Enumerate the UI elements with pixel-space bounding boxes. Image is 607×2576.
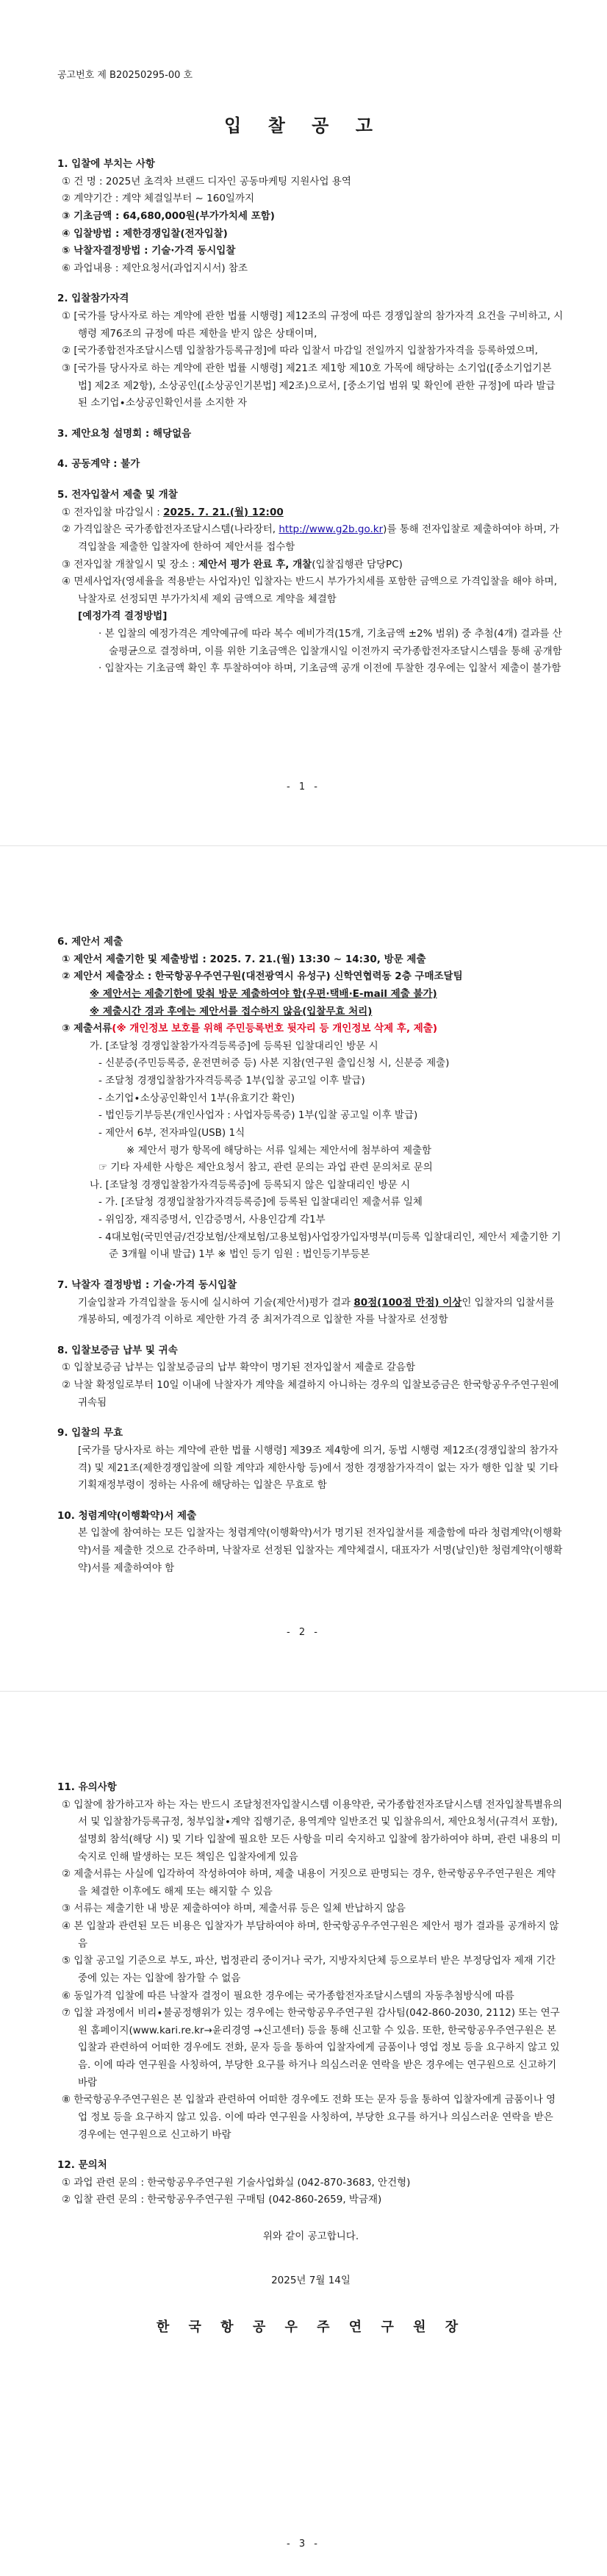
s12-item: ① 과업 관련 문의 : 한국항공우주연구원 기술사업화실 (042-870-3683, 안건형): [62, 2176, 411, 2189]
section-3-heading: 3. 제안요청 설명회 : 해당없음: [57, 427, 192, 440]
s2-item: ③ [국가를 당사자로 하는 계약에 관한 법률 시행령] 제21조 제1항 제10호 가목에 해당하는 소기업([중소기업기본법] 제2조 제2항), 소상공인([소상공인기본법] 제2조)으로서, [중소기업 범위 및 확인에 관한 규정]에 따라 발급된 소기업∙소상공인확인서를 소지한 자: [62, 362, 556, 409]
page-1: [0, 0, 607, 845]
s11-item: ⑤ 입찰 공고일 기준으로 부도, 파산, 법정관리 중이거나 국가, 지방자치단체 등으로부터 받은 부정당업자 제재 기간 중에 있는 자는 입찰에 참가할 수 없음: [62, 1955, 556, 1984]
s8-item: ① 입찰보증금 납부는 입찰보증금의 납부 확약이 명기된 전자입찰서 제출로 갈음함: [62, 1362, 416, 1374]
g2b-link[interactable]: http://www.g2b.go.kr: [279, 523, 384, 536]
s1-item: ④ 입찰방법 : 제한경쟁입찰(전자입찰): [62, 227, 228, 240]
page-title: 입 찰 공 고: [224, 115, 383, 136]
s6-note: ※ 제안서는 제출기한에 맞춰 방문 제출하여야 함(우편∙택배∙E-mail 제출 불가): [90, 987, 437, 1000]
s7-threshold: 80점(100점 만점) 이상: [353, 1296, 462, 1309]
s7-body-pre: 기술입찰과 가격입찰을 동시에 실시하여 기술(제안서)평가 결과: [78, 1296, 354, 1309]
s11-item: ⑥ 동일가격 입찰에 따른 낙찰자 결정이 필요한 경우에는 국가종합전자조달시스템의 자동추첨방식에 따름: [62, 1989, 514, 2002]
s6-ga-doc: - 소기업∙소상공인확인서 1부(유효기간 확인): [98, 1092, 295, 1104]
s7-body: [57, 1295, 564, 1329]
s7-body-post: 인 입찰자의 입찰서를 개봉하되, 예정가격 이하로 제안한 가격 중 최저가격으로 입찰한 자를 낙찰자로 선정함: [78, 1296, 555, 1326]
s1-item: ③ 기초금액 : 64,680,000원(부가가치세 포함): [62, 210, 275, 222]
s11-item: ① 입찰에 참가하고자 하는 자는 반드시 조달청전자입찰시스템 이용약관, 국가종합전자조달시스템 전자입찰특별유의서 및 입찰참가등록규정, 청부입찰∙계약 집행기준, 용역계약 일반조건 및 입찰유의서, 제안요청서(규격서 포함), 설명회 참석(해당 시) 및 기타 입찰에 필요한 모든 사항을 미리 숙지하고 입찰에 참가하여야 하며, 관련 내용의 미숙지로 인해 발생하는 모든 책임은 입찰자에게 있음: [62, 1798, 562, 1863]
section-5-heading: 5. 전자입찰서 제출 및 개찰: [57, 489, 178, 501]
s6-item-2: ② 제안서 제출장소 : 한국항공우주연구원(대전광역시 유성구) 신학연협력동 2층 구매조달팀: [62, 970, 463, 983]
s10-body: 본 입찰에 참여하는 모든 입찰자는 청렴계약(이행확약)서가 명기된 전자입찰서를 제출함에 따라 청렴계약(이행확약)서를 제출한 것으로 간주하며, 낙찰자로 선정된 입찰자는 계약체결시, 대표자가 서명(날인)한 청렴계약(이행확약)서를 제출하여야 함: [78, 1527, 563, 1574]
page-number: - 2 -: [287, 1627, 320, 1638]
s11-item: ③ 서류는 제출기한 내 방문 제출하여야 하며, 제출서류 등은 일체 반납하지 않음: [62, 1903, 406, 1915]
document-number: 공고번호 제 B20250295-00 호: [57, 70, 193, 81]
sections-1-5: [57, 156, 564, 678]
s6-ga-doc: - 신분증(주민등록증, 운전면허증 등) 사본 지참(연구원 출입신청 시, 신분증 제출): [98, 1057, 450, 1070]
s2-item: ② [국가종합전자조달시스템 입찰참가등록규정]에 따라 입찰서 마감일 전일까지 입찰참가자격을 등록하였으며,: [62, 345, 539, 357]
section-9-heading: 9. 입찰의 무효: [57, 1427, 123, 1439]
s11-item: ④ 본 입찰과 관련된 모든 비용은 입찰자가 부담하여야 하며, 한국항공우주연구원은 제안서 평가 결과를 공개하지 않음: [62, 1920, 559, 1950]
page-number: - 3 -: [287, 2539, 320, 2550]
s6-na-doc: - 가. [조달청 경쟁입찰참가자격등록증]에 등록된 입찰대리인 제출서류 일체: [98, 1196, 423, 1209]
sections-11-12: [57, 1779, 564, 2339]
section-8-heading: 8. 입찰보증금 납부 및 귀속: [57, 1344, 178, 1356]
s1-item: ② 계약기간 : 계약 체결일부터 ~ 160일까지: [62, 193, 255, 205]
issuer-signature: 한 국 항 공 우 주 연 구 원 장: [156, 2319, 466, 2336]
section-7-heading: 7. 낙찰자 결정방법 : 기술∙가격 동시입찰: [57, 1278, 237, 1291]
closing-text: 위와 같이 공고합니다.: [262, 2230, 359, 2242]
s1-item: ① 건 명 : 2025년 초격차 브랜드 디자인 공동마케팅 지원사업 용역: [62, 175, 351, 187]
section-6-heading: 6. 제안서 제출: [57, 936, 123, 948]
s5-item-3: [57, 557, 564, 574]
s2-item: ① [국가를 당사자로 하는 계약에 관한 법률 시행령] 제12조의 규정에 따른 경쟁입찰의 참가자격 요건을 구비하고, 시행령 제76조의 규정에 따른 제한을 받지 않은 상태이며,: [62, 310, 564, 340]
s6-na-doc: - 위임장, 재직증명서, 인감증명서, 사용인감계 각1부: [98, 1214, 326, 1226]
s6-note: ※ 제출시간 경과 후에는 제안서를 접수하지 않음(입찰무효 처리): [90, 1005, 373, 1017]
price-method-subheading: [예정가격 결정방법]: [78, 610, 168, 623]
page-number: - 1 -: [287, 781, 320, 793]
s6-na-heading: 나. [조달청 경쟁입찰참가자격등록증]에 등록되지 않은 입찰대리인 방문 시: [90, 1178, 411, 1191]
section-10-heading: 10. 청렴계약(이행확약)서 제출: [57, 1509, 197, 1522]
section-2-heading: 2. 입찰참가자격: [57, 293, 129, 305]
s6-ga-doc: - 법인등기부등본(개인사업자 : 사업자등록증) 1부(입찰 공고일 이후 발급): [98, 1109, 418, 1122]
page-3: [0, 1691, 607, 2576]
s11-item: ⑦ 입찰 과정에서 비리∙불공정행위가 있는 경우에는 한국항공우주연구원 감사팀(042-860-2030, 2112) 또는 연구원 홈페이지(www.kari.re.kr→윤리경영 →신고센터) 등을 통해 신고할 수 있음. 또한, 한국항공우주연구원은 본 입찰과 관련하여 어떠한 경우에도 전화, 문자 등을 통하여 입찰자에게 금품이나 영업 정보 등을 요구하지 않고 있음. 이에 따라 연구원을 사칭하여, 부당한 요구를 하거나 의심스러운 연락을 받은 경우에는 연구원으로 신고하기 바람: [62, 2007, 560, 2089]
s11-item: ⑧ 한국항공우주연구원은 본 입찰과 관련하여 어떠한 경우에도 전화 또는 문자 등을 통하여 입찰자에게 금품이나 영업 정보 등을 요구하지 않고 있음. 이에 따라 연구원을 사칭하여, 부당한 요구를 하거나 의심스러운 연락을 받은 경우에는 연구원으로 신고하기 바람: [62, 2094, 556, 2141]
s5-item-1-label: ① 전자입찰 마감일시 :: [62, 506, 164, 518]
section-1-heading: 1. 입찰에 부치는 사항: [57, 158, 155, 170]
section-12-heading: 12. 문의처: [57, 2159, 107, 2172]
s6-na-doc: - 4대보험(국민연금/건강보험/산재보험/고용보험)사업장가입자명부(미등록 입찰대리인, 제안서 제출기한 기준 3개월 이내 발급) 1부 ※ 법인 등기 임원 : 법인등기부등본: [98, 1231, 561, 1261]
s8-item: ② 낙찰 확정일로부터 10일 이내에 낙찰자가 계약을 체결하지 아니하는 경우의 입찰보증금은 한국항공우주연구원에 귀속됨: [62, 1379, 559, 1409]
s6-ga-heading: 가. [조달청 경쟁입찰참가자격등록증]에 등록된 입찰대리인 방문 시: [90, 1040, 378, 1052]
s6-ga-etc: ☞ 기타 자세한 사항은 제안요청서 참고, 관련 문의는 과업 관련 문의처로 문의: [98, 1162, 433, 1174]
s5-item-3-post: (입찰집행관 담당PC): [312, 558, 403, 570]
section-11-heading: 11. 유의사항: [57, 1781, 117, 1793]
s6-item-3-label: ③ 제출서류: [62, 1023, 112, 1035]
announcement-date: 2025년 7월 14일: [271, 2274, 351, 2286]
s6-item-1: ① 제안서 제출기한 및 제출방법 : 2025. 7. 21.(월) 13:30 ~ 14:30, 방문 제출: [62, 953, 426, 965]
s5-item-3-value: 제안서 평가 완료 후, 개찰: [198, 558, 312, 570]
s5-item-1: [57, 504, 564, 522]
s6-item-3: [57, 1020, 564, 1038]
s1-item: ⑥ 과업내용 : 제안요청서(과업지시서) 참조: [62, 262, 248, 274]
s5-item-2-post: )를 통해 전자입찰로 제출하여야 하며, 가격입찰을 제출한 입찰자에 한하여 제안서를 접수함: [78, 523, 559, 553]
s5-item-1-value: 2025. 7. 21.(월) 12:00: [163, 506, 284, 518]
price-method-bullet: · 본 입찰의 예정가격은 계약예규에 따라 복수 예비가격(15개, 기초금액 ±2% 범위) 중 추첨(4개) 결과를 산술평균으로 결정하며, 이를 위한 기초금액은 입찰개시일 이전까지 국가종합전자조달시스템을 통해 공개함: [98, 628, 562, 657]
s5-item-4: ④ 면세사업자(영세율을 적용받는 사업자)인 입찰자는 반드시 부가가치세를 포함한 금액으로 가격입찰을 해야 하며, 낙찰자로 선정되면 부가가치세 제외 금액으로 계약을 체결함: [62, 576, 558, 605]
page-2: [0, 845, 607, 1691]
s5-item-2-pre: ② 가격입찰은 국가종합전자조달시스템(나라장터,: [62, 523, 279, 536]
s1-item: ⑤ 낙찰자결정방법 : 기술∙가격 동시입찰: [62, 245, 236, 257]
s12-item: ② 입찰 관련 문의 : 한국항공우주연구원 구매팀 (042-860-2659, 박금재): [62, 2194, 382, 2206]
s6-ga-note: ※ 제안서 평가 항목에 해당하는 서류 일체는 제안서에 첨부하여 제출함: [126, 1144, 432, 1156]
s6-ga-doc: - 제안서 6부, 전자파일(USB) 1식: [98, 1126, 245, 1139]
s9-body: [국가를 당사자로 하는 계약에 관한 법률 시행령] 제39조 제4항에 의거, 동법 시행령 제12조(경쟁입찰의 참가자격) 및 제21조(제한경쟁입찰에 의할 계약과 제한사항 등)에서 정한 경쟁참가자격이 없는 자가 행한 입찰 및 기타 기획재정부령이 정하는 사유에 해당하는 입찰은 무효로 함: [78, 1444, 558, 1492]
s6-ga-doc: - 조달청 경쟁입찰참가자격등록증 1부(입찰 공고일 이후 발급): [98, 1075, 365, 1087]
section-4-heading: 4. 공동계약 : 불가: [57, 458, 140, 471]
s5-item-2: [57, 521, 564, 556]
sections-6-10: [57, 934, 564, 1577]
s11-item: ② 제출서류는 사실에 입각하여 작성하여야 하며, 제출 내용이 거짓으로 판명되는 경우, 한국항공우주연구원은 계약을 체결한 이후에도 해제 또는 해지할 수 있음: [62, 1868, 556, 1897]
price-method-bullet: · 입찰자는 기초금액 확인 후 투찰하여야 하며, 기초금액 공개 이전에 투찰한 경우에는 입찰서 제출이 불가함: [98, 662, 561, 675]
s5-item-3-label: ③ 전자입찰 개찰일시 및 장소 :: [62, 558, 198, 570]
privacy-warning: (※ 개인정보 보호를 위해 주민등록번호 뒷자리 등 개인정보 삭제 후, 제출): [112, 1023, 438, 1035]
